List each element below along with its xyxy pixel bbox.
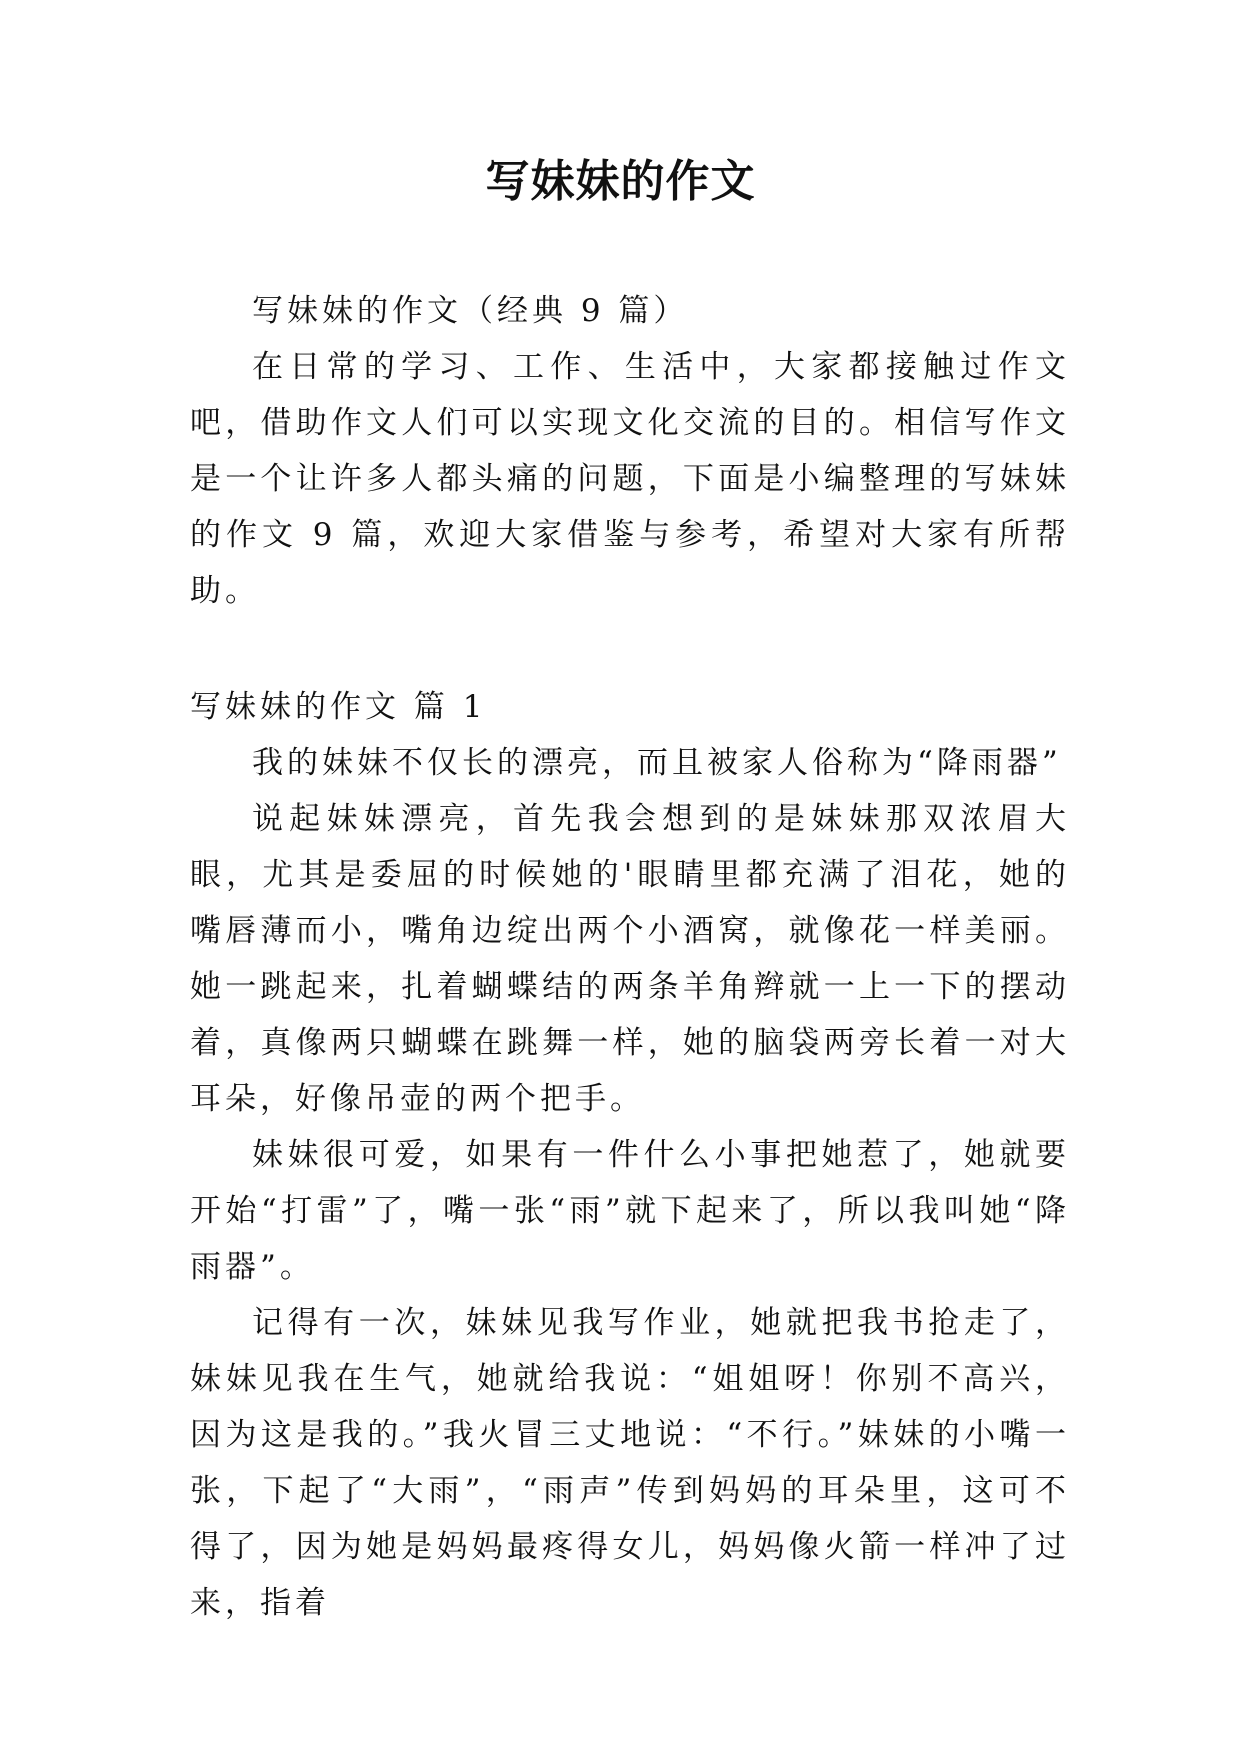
body-paragraph: 妹妹很可爱，如果有一件什么小事把她惹了，她就要开始“打雷”了，嘴一张“雨”就下起来了，所以我叫她“降雨器”。 (190, 1137, 1070, 1285)
body-paragraph: 我的妹妹不仅长的漂亮，而且被家人俗称为“降雨器” (252, 745, 1062, 781)
body-paragraph: 记得有一次，妹妹见我写作业，她就把我书抢走了，妹妹见我在生气，她就给我说：“姐姐呀！你别不高兴，因为这是我的。”我火冒三丈地说：“不行。”妹妹的小嘴一张，下起了“大雨”，“雨声”传到妈妈的耳朵里，这可不得了，因为她是妈妈最疼得女儿，妈妈像火箭一样冲了过来，指着 (190, 1305, 1070, 1621)
document-body (190, 283, 1070, 1631)
document-subtitle: 写妹妹的作文（经典 9 篇） (252, 293, 689, 329)
document-title: 写妹妹的作文 (485, 156, 756, 207)
body-paragraph: 说起妹妹漂亮，首先我会想到的是妹妹那双浓眉大眼，尤其是委屈的时候她的'眼睛里都充满了泪花，她的嘴唇薄而小，嘴角边绽出两个小酒窝，就像花一样美丽。她一跳起来，扎着蝴蝶结的两条羊角辫就一上一下的摆动着，真像两只蝴蝶在跳舞一样，她的脑袋两旁长着一对大耳朵，好像吊壶的两个把手。 (190, 801, 1070, 1117)
section-heading: 写妹妹的作文 篇 1 (190, 689, 487, 725)
section-spacer (190, 619, 1070, 679)
intro-paragraph: 在日常的学习、工作、生活中，大家都接触过作文吧，借助作文人们可以实现文化交流的目的。相信写作文是一个让许多人都头痛的问题，下面是小编整理的写妹妹的作文 9 篇，欢迎大家借鉴与参考，希望对大家有所帮助。 (190, 349, 1070, 609)
